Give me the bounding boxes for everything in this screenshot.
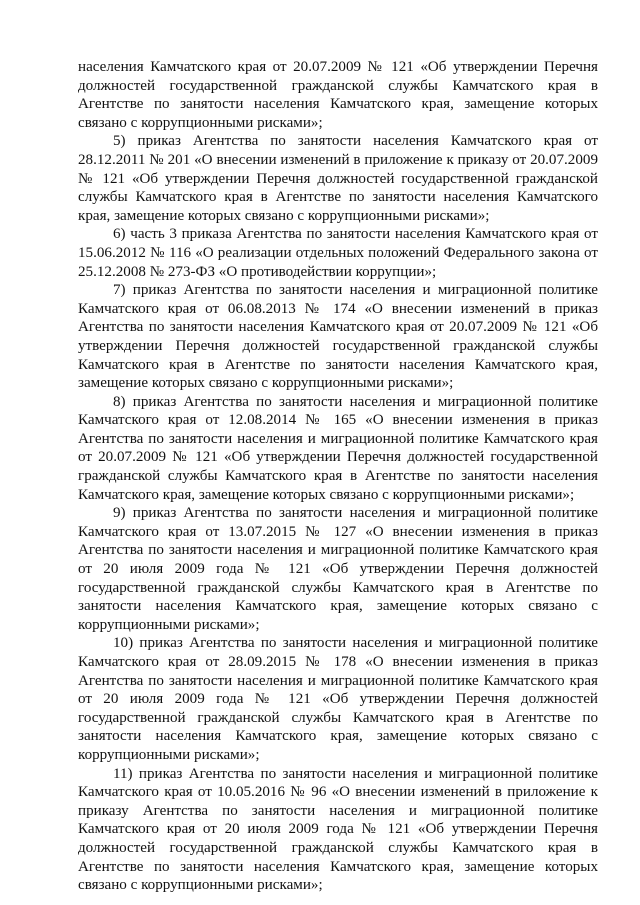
document-page [78,58,598,895]
paragraph-item-10: 10) приказ Агентства по занятости населения и миграционной политике Камчатского края от 28.09.2015 № 178 «О внесении изменения в приказ Агентства по занятости населения и миграционной политике Камчатского края от 20 июля 2009 года № 121 «Об утверждении Перечня должностей государственной гражданской службы Камчатского края в Агентстве по занятости населения Камчатского края, замещение которых связано с коррупционными рисками»; [78,635,598,763]
paragraph-item-9: 9) приказ Агентства по занятости населения и миграционной политике Камчатского края от 13.07.2015 № 127 «О внесении изменения в приказ Агентства по занятости населения и миграционной политике Камчатского края от 20 июля 2009 года № 121 «Об утверждении Перечня должностей государственной гражданской службы Камчатского края в Агентстве по занятости населения Камчатского края, замещение которых связано с коррупционными рисками»; [78,505,598,633]
paragraph-item-6: 6) часть 3 приказа Агентства по занятости населения Камчатского края от 15.06.2012 № 116 «О реализации отдельных положений Федерального закона от 25.12.2008 № 273-ФЗ «О противодействии коррупции»; [78,226,598,280]
paragraph-item-11: 11) приказ Агентства по занятости населения и миграционной политике Камчатского края от 10.05.2016 № 96 «О внесении изменений в приложение к приказу Агентства по занятости населения и миграционной политике Камчатского края от 20 июля 2009 года № 121 «Об утверждении Перечня должностей государственной гражданской службы Камчатского края в Агентстве по занятости населения Камчатского края, замещение которых связано с коррупционными рисками»; [78,765,598,894]
paragraph-item-8: 8) приказ Агентства по занятости населения и миграционной политике Камчатского края от 12.08.2014 № 165 «О внесении изменения в приказ Агентства по занятости населения и миграционной политике Камчатского края от 20.07.2009 № 121 «Об утверждении Перечня должностей государственной гражданской службы Камчатского края в Агентстве по занятости населения Камчатского края, замещение которых связано с коррупционными рисками»; [78,393,598,503]
paragraph-continuation: населения Камчатского края от 20.07.2009 № 121 «Об утверждении Перечня должностей государственной гражданской службы Камчатского края в Агентстве по занятости населения Камчатского края, замещение которых связано с коррупционными рисками»; [78,59,598,131]
paragraph-item-5: 5) приказ Агентства по занятости населения Камчатского края от 28.12.2011 № 201 «О внесении изменений в приложение к приказу от 20.07.2009 № 121 «Об утверждении Перечня должностей государственной гражданской службы Камчатского края в Агентстве по занятости населения Камчатского края, замещение которых связано с коррупционными рисками»; [78,133,598,224]
paragraph-item-7: 7) приказ Агентства по занятости населения и миграционной политике Камчатского края от 06.08.2013 № 174 «О внесении изменений в приказ Агентства по занятости населения Камчатского края от 20.07.2009 № 121 «Об утверждении Перечня должностей государственной гражданской службы Камчатского края в Агентстве по занятости населения Камчатского края, замещение которых связано с коррупционными рисками»; [78,282,598,392]
